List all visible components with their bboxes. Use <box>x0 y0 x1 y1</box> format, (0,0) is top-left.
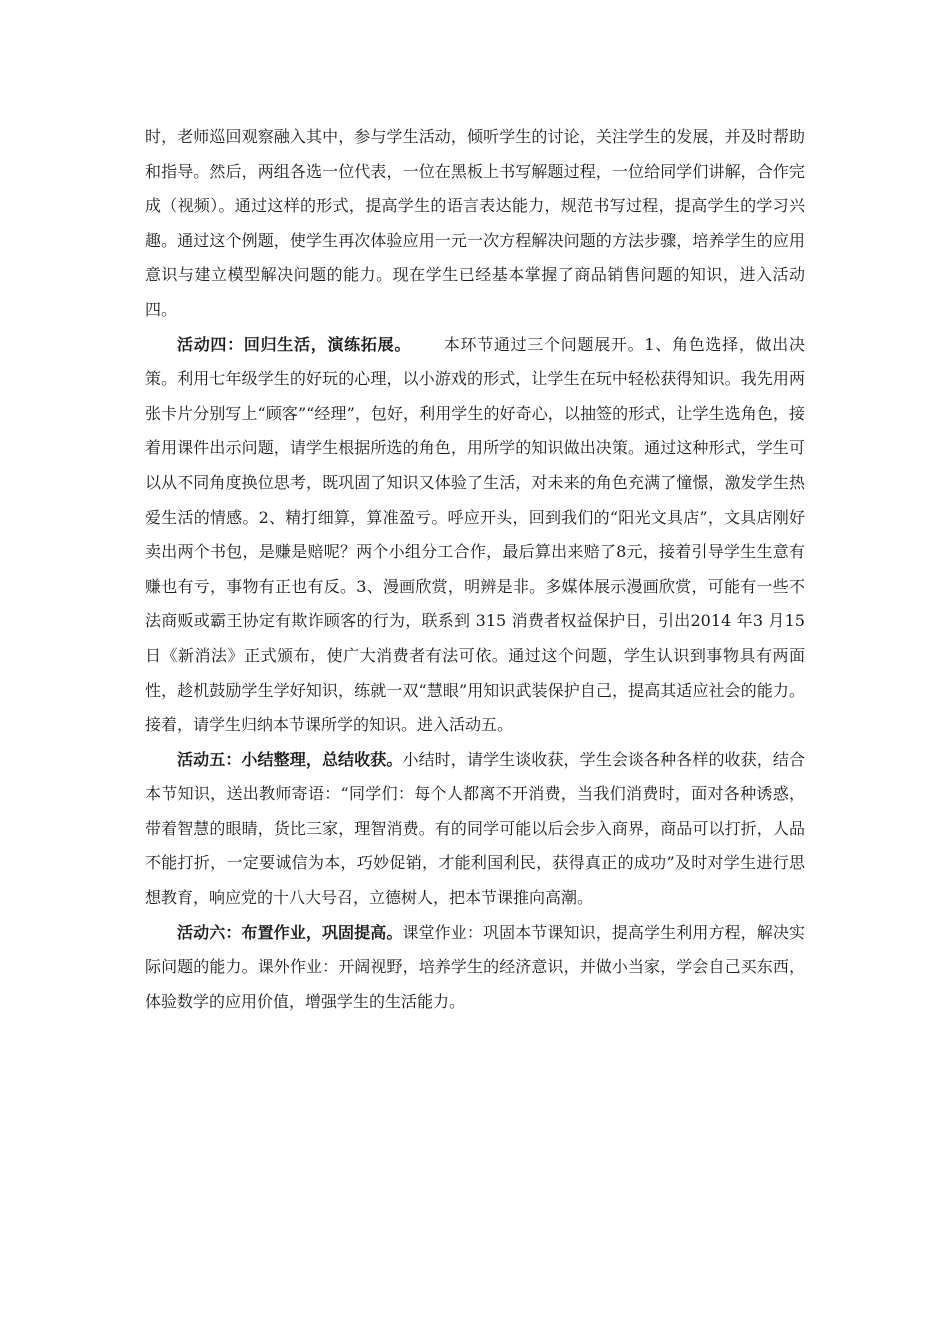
activity-four-text: 本环节通过三个问题展开。1、角色选择，做出决策。利用七年级学生的好玩的心理，以小游戏的形式，让学生在玩中轻松获得知识。我先用两张卡片分别写上“顾客”“经理”，包好，利用学生的好奇心，以抽签的形式，让学生选角色，接着用课件出示问题，请学生根据所选的角色，用所学的知识做出决策。通过这种形式，学生可以从不同角度换位思考，既巩固了知识又体验了生活，对未来的角色充满了憧憬，激发学生热爱生活的情感。2、精打细算，算准盈亏。呼应开头，回到我们的“阳光文具店”，文具店刚好卖出两个书包，是赚是赔呢？两个小组分工合作，最后算出来赔了8元，接着引导学生生意有赚也有亏，事物有正也有反。3、漫画欣赏，明辨是非。多媒体展示漫画欣赏，可能有一些不法商贩或霸王协定有欺诈顾客的行为，联系到 315 消费者权益保护日，引出2014 年3 月15 日《新消法》正式颁布，使广大消费者有法可依。通过这个问题，学生认识到事物具有两面性，趁机鼓励学生学好知识，练就一双“慧眼”用知识武装保护自己，提高其适应社会的能力。接着，请学生归纳本节课所学的知识。进入活动五。 <box>145 334 805 735</box>
paragraph-activity-six <box>145 916 805 1020</box>
paragraph-text: 时，老师巡回观察融入其中，参与学生活动，倾听学生的讨论，关注学生的发展，并及时帮助和指导。然后，两组各选一位代表，一位在黑板上书写解题过程，一位给同学们讲解，合作完成（视频）。通过这样的形式，提高学生的语言表达能力，规范书写过程，提高学生的学习兴趣。通过这个例题，使学生再次体验应用一元一次方程解决问题的方法步骤，培养学生的应用意识与建立模型解决问题的能力。现在学生已经基本掌握了商品销售问题的知识，进入活动四。 <box>145 127 805 319</box>
activity-six-text: 课堂作业：巩固本节课知识，提高学生利用方程，解决实际问题的能力。课外作业：开阔视野，培养学生的经济意识，并做小当家，学会自己买东西，体验数学的应用价值，增强学生的生活能力。 <box>145 922 805 1011</box>
activity-four-heading: 活动四：回归生活，演练拓展。 <box>177 334 412 354</box>
paragraph-activity-five <box>145 743 805 916</box>
activity-six-heading: 活动六：布置作业，巩固提高。 <box>177 922 403 942</box>
document-body <box>145 120 805 1019</box>
paragraph-activity-four <box>145 328 805 743</box>
activity-five-text: 小结时，请学生谈收获，学生会谈各种各样的收获，结合本节知识，送出教师寄语：“同学们：每个人都离不开消费，当我们消费时，面对各种诱惑，带着智慧的眼睛，货比三家，理智消费。有的同学可能以后会步入商界，商品可以打折，人品不能打折，一定要诚信为本，巧妙促销，才能利国利民，获得真正的成功”及时对学生进行思想教育，响应党的十八大号召，立德树人，把本节课推向高潮。 <box>145 749 805 908</box>
paragraph-continuation <box>145 120 805 328</box>
activity-five-heading: 活动五：小结整理，总结收获。 <box>177 749 403 769</box>
